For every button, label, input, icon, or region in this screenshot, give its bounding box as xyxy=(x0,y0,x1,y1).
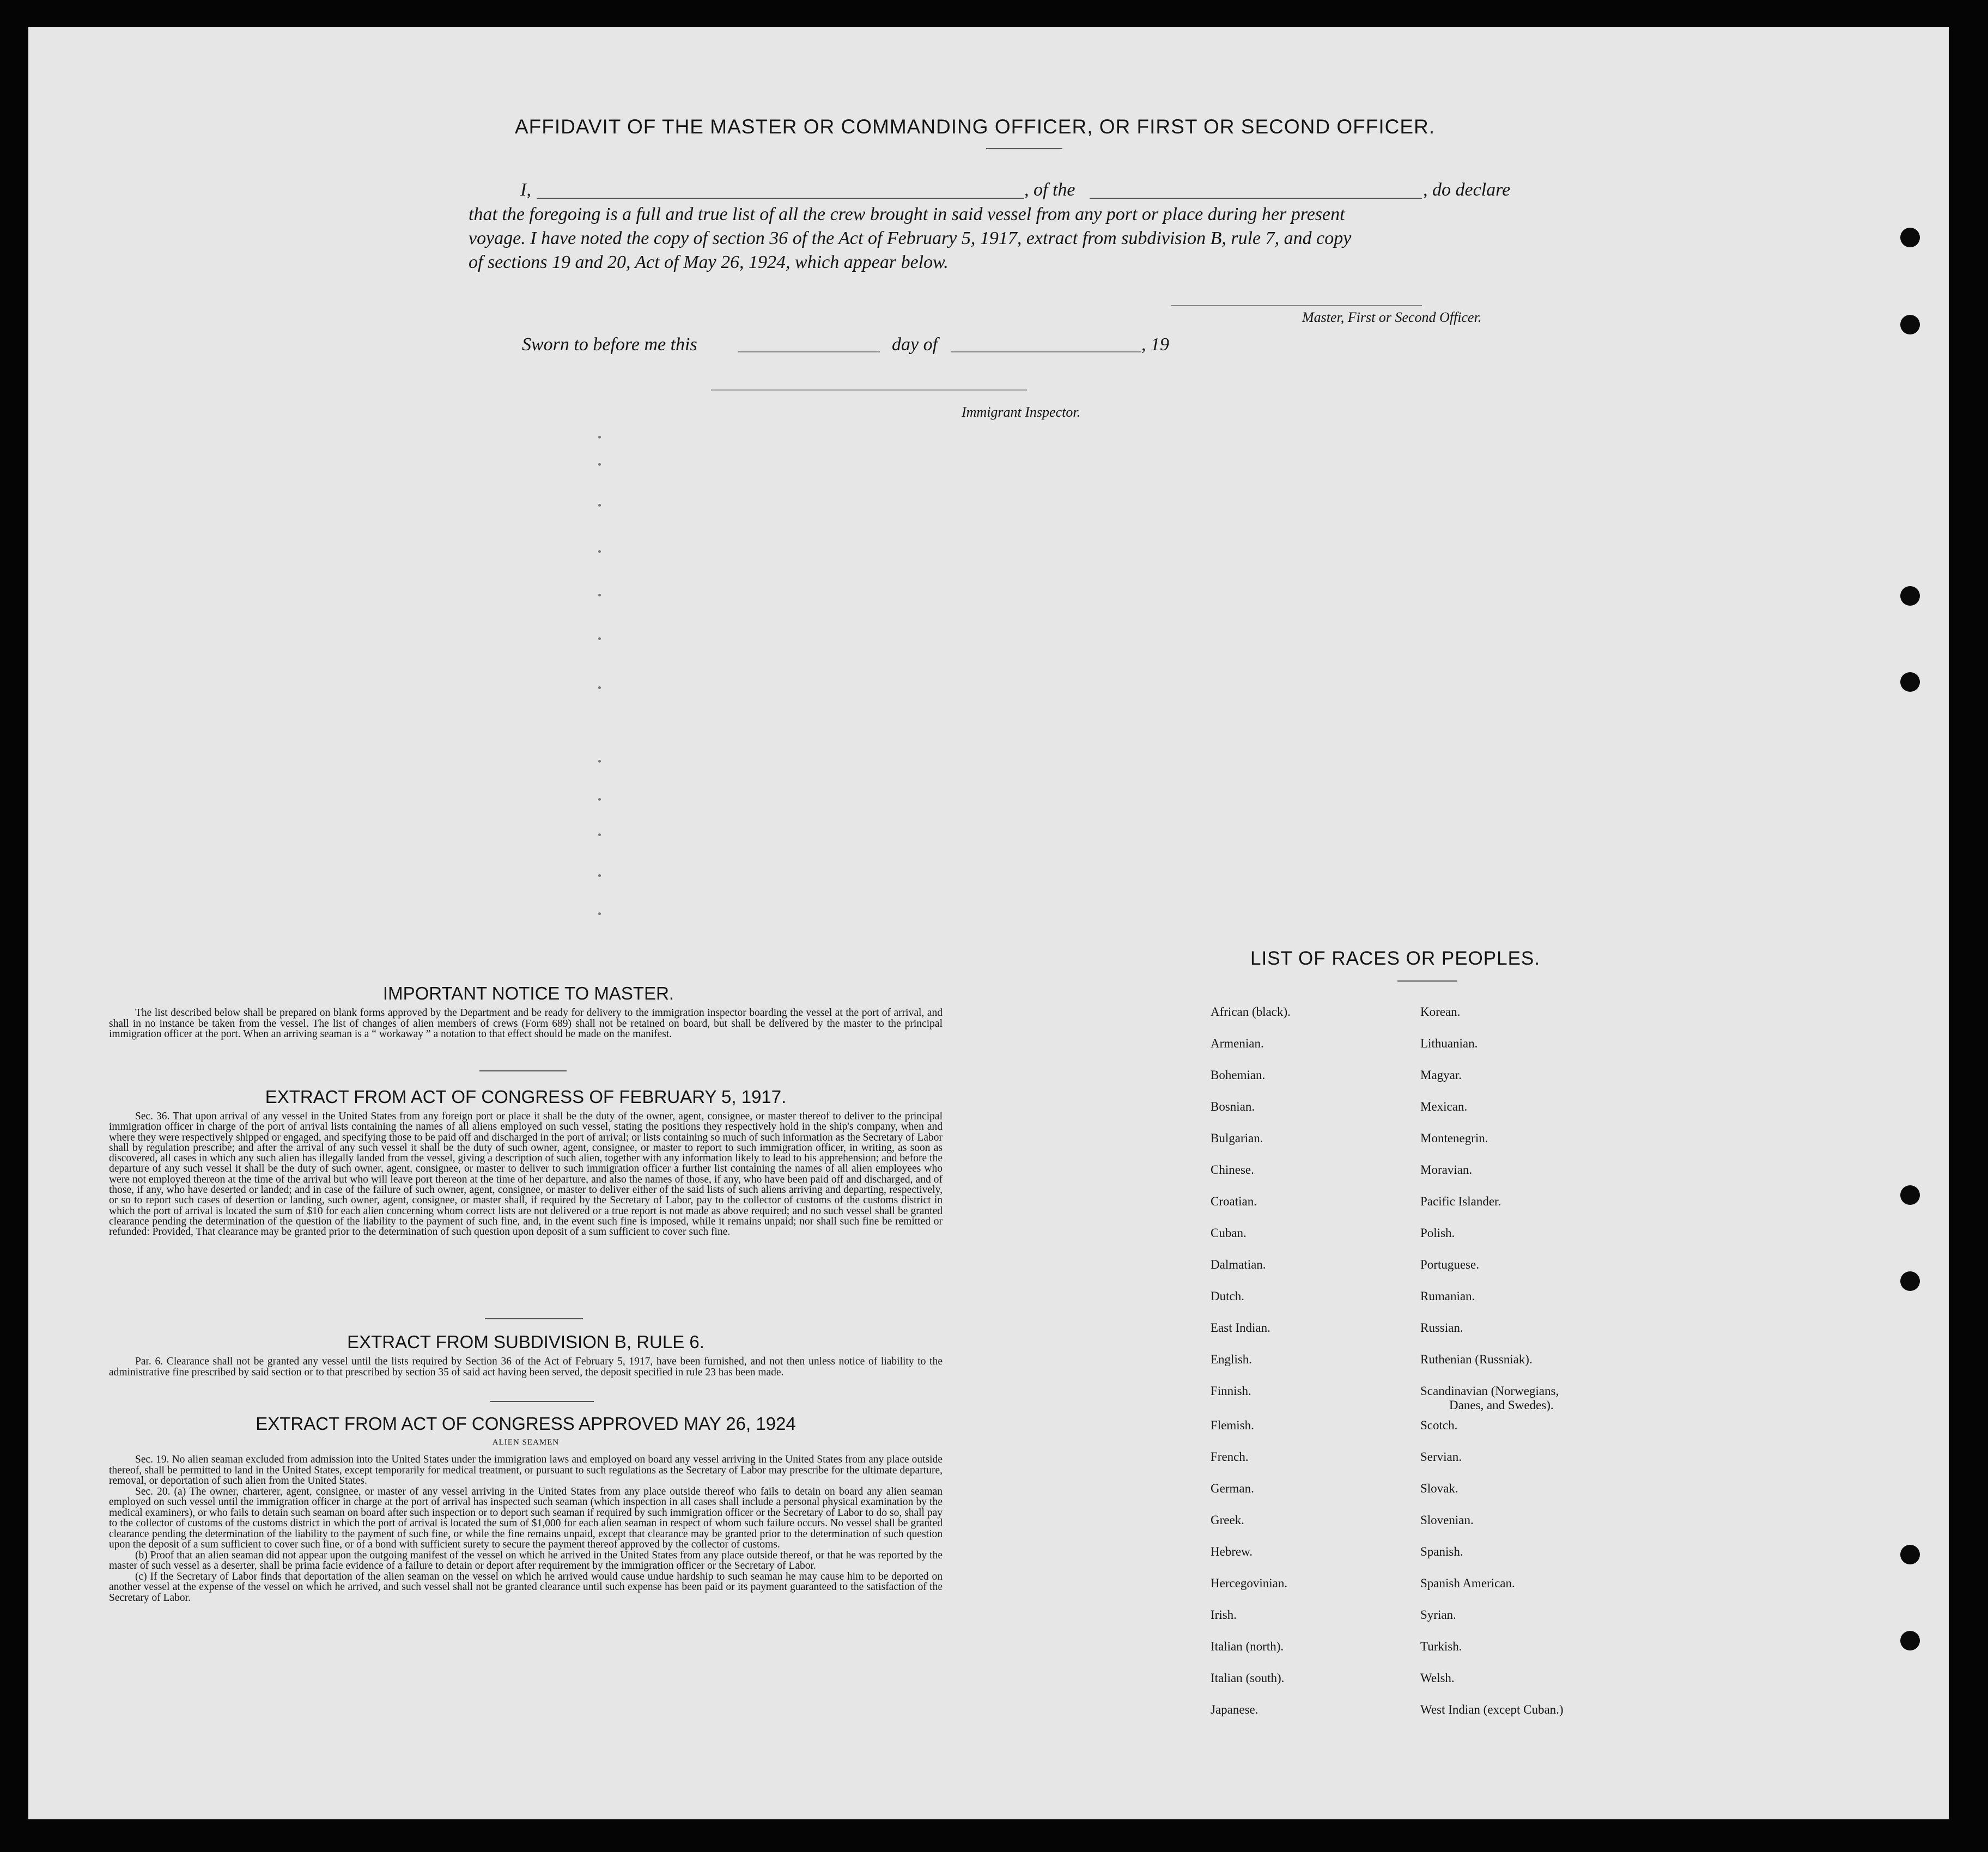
alien-seamen-subtitle: ALIEN SEAMEN xyxy=(492,1438,560,1447)
bleed-dot xyxy=(598,504,601,507)
affidavit-line-1-suffix: , do declare xyxy=(1423,180,1511,200)
inspector-signature-line xyxy=(711,389,1027,391)
race-item: Scandinavian (Norwegians, xyxy=(1420,1384,1559,1398)
title-divider xyxy=(986,148,1062,149)
bleed-dot xyxy=(598,912,601,915)
race-item: Lithuanian. xyxy=(1420,1037,1478,1050)
race-item: Flemish. xyxy=(1211,1418,1254,1432)
bleed-dot xyxy=(598,686,601,689)
race-item: Magyar. xyxy=(1420,1068,1462,1082)
section-20b-paragraph: (b) Proof that an alien seaman did not appear upon the outgoing manifest of the vessel on which he arrived in the United States from any place outside thereof, or that he was reported by the master of such vessel as a deserter, shall be prima facie evidence of a failure to detain or deport after requirement by the immigration officer or the Secretary of Labor. xyxy=(109,1549,943,1571)
bleed-dot xyxy=(598,550,601,553)
section-20c-paragraph: (c) If the Secretary of Labor finds that deportation of the alien seaman on the vessel on which he arrived would cause undue hardship to such seaman he may cause him to be deported on another vessel at the expense of the vessel on which he arrived, and such vessel shall not be granted clearance until such expense has been paid or its payment guaranteed to the satisfaction of the Secretary of Labor. xyxy=(109,1570,943,1604)
extract-1917-title: EXTRACT FROM ACT OF CONGRESS OF FEBRUARY 5, 1917. xyxy=(265,1087,787,1107)
sworn-prefix: Sworn to before me this xyxy=(522,334,697,355)
par-6-paragraph: Par. 6. Clearance shall not be granted any vessel until the lists required by Section 36 of the Act of February 5, 1917, have been furnished, and not then unless notice of liability to the administrative fine prescribed by said section or to that prescribed by section 35 of said act having been served, the deposit specified in rule 23 has been made. xyxy=(109,1356,943,1378)
race-item: Korean. xyxy=(1420,1005,1461,1019)
race-item: West Indian (except Cuban.) xyxy=(1420,1703,1564,1716)
race-item: Welsh. xyxy=(1420,1671,1455,1685)
notice-divider xyxy=(479,1070,567,1071)
race-item: Russian. xyxy=(1420,1321,1463,1335)
affidavit-line-1-mid: , of the xyxy=(1024,180,1075,200)
extract-1917-text xyxy=(109,1111,943,1238)
race-item: Scotch. xyxy=(1420,1418,1458,1432)
race-item: Dalmatian. xyxy=(1211,1258,1266,1271)
race-item: German. xyxy=(1211,1482,1254,1495)
bleed-dot xyxy=(598,760,601,763)
bleed-dot xyxy=(598,594,601,596)
race-item: Polish. xyxy=(1420,1226,1455,1240)
race-item: Montenegrin. xyxy=(1420,1131,1488,1145)
extract-rule6-text xyxy=(109,1356,943,1378)
race-item: Bosnian. xyxy=(1211,1100,1255,1113)
binder-hole xyxy=(1900,1631,1920,1650)
race-item-continuation: Danes, and Swedes). xyxy=(1449,1398,1554,1412)
race-item: Slovak. xyxy=(1420,1482,1458,1495)
race-item: Moravian. xyxy=(1420,1163,1473,1177)
affidavit-line-2: that the foregoing is a full and true list of all the crew brought in said vessel from any port or place during her present xyxy=(469,204,1345,224)
races-divider xyxy=(1397,980,1457,982)
extract-1924-text xyxy=(109,1454,943,1603)
affidavit-title: AFFIDAVIT OF THE MASTER OR COMMANDING OFFICER, OR FIRST OR SECOND OFFICER. xyxy=(515,115,1436,138)
extract-1917-divider xyxy=(485,1318,583,1319)
race-item: Greek. xyxy=(1211,1513,1244,1527)
race-item: Pacific Islander. xyxy=(1420,1195,1501,1208)
race-item: Italian (north). xyxy=(1211,1640,1284,1653)
bleed-dot xyxy=(598,874,601,877)
section-20a-paragraph: Sec. 20. (a) The owner, charterer, agent, consignee, or master of any vessel arriving in the United States from any place outside thereof who fails to detain on board any alien seaman employed on such vessel until the immigration officer in charge at the port of arrival has inspected such seaman (which inspection in all cases shall include a personal physical examination by the medical examiners), or who fails to detain such seaman on board after such inspection or to deport such seaman if required by such immigration officer or the Secretary of Labor to do so, shall pay to the collector of customs of the customs district in which the port of arrival is located the sum of $1,000 for each alien seaman in respect of whom such failure occurs. No vessel shall be granted clearance pending the determination of the liability to the payment of such fine, or while the fine remains unpaid, except that clearance may be granted prior to the determination of such question upon the deposit of a sum sufficient to cover such fine, or of a bond with sufficient surety to secure the payment thereof approved by the collector of customs. xyxy=(109,1485,943,1550)
extract-1924-title: EXTRACT FROM ACT OF CONGRESS APPROVED MAY 26, 1924 xyxy=(256,1414,796,1434)
signature-label: Master, First or Second Officer. xyxy=(1302,309,1482,325)
races-title: LIST OF RACES OR PEOPLES. xyxy=(1250,948,1541,969)
sworn-mid: day of xyxy=(892,334,938,355)
race-item: Italian (south). xyxy=(1211,1671,1285,1685)
race-item: Turkish. xyxy=(1420,1640,1462,1653)
section-36-paragraph: Sec. 36. That upon arrival of any vessel in the United States from any foreign port or place it shall be the duty of the owner, agent, consignee, or master thereof to deliver to the principal immigration officer in charge of the port of arrival lists containing the names of all aliens employed on such vessel, stating the positions they respectively hold in the ship's company, when and where they were respectively shipped or engaged, and specifying those to be paid off and discharged in the port of arrival; or lists containing so much of such information as the Secretary of Labor shall by regulation prescribe; and after the arrival of any such vessel it shall be the duty of such owner, agent, consignee, or master to report to such immigration officer, in writing, as soon as discovered, all cases in which any such alien has illegally landed from the vessel, giving a description of such alien, together with any information likely to lead to his apprehension; and before the departure of any such vessel it shall be the duty of such owner, agent, consignee, or master to deliver to such immigration officer a further list containing the names of all alien employees who were not employed thereon at the time of the arrival but who will leave port thereon at the time of her departure, and also the names of those, if any, who have been paid off and discharged, and of those, if any, who have deserted or landed; and in case of the failure of such owner, agent, consignee, or master to deliver either of the said lists of such aliens arriving and departing, respectively, or so to report such cases of desertion or landing, such owner, agent, consignee, or master shall, if required by the Secretary of Labor, pay to the collector of customs of the customs district in which the port of arrival is located the sum of $10 for each alien concerning whom correct lists are not delivered or a true report is not made as above required; and no such vessel shall be granted clearance pending the determination of the question of the liability to the payment of such fine, and, in the event such fine is imposed, while it remains unpaid; nor shall such fine be remitted or refunded: Provided, That clearance may be granted prior to the determination of such question upon deposit of a sum sufficient to cover such fine. xyxy=(109,1111,943,1238)
race-item: Armenian. xyxy=(1211,1037,1264,1050)
race-item: Chinese. xyxy=(1211,1163,1254,1177)
race-item: Servian. xyxy=(1420,1450,1462,1464)
race-item: Portuguese. xyxy=(1420,1258,1479,1271)
binder-hole xyxy=(1900,672,1920,692)
race-item: Cuban. xyxy=(1211,1226,1247,1240)
race-item: Ruthenian (Russniak). xyxy=(1420,1353,1533,1366)
notice-title: IMPORTANT NOTICE TO MASTER. xyxy=(382,983,674,1003)
race-item: Bohemian. xyxy=(1211,1068,1266,1082)
race-item: African (black). xyxy=(1211,1005,1291,1019)
race-item: Spanish. xyxy=(1420,1545,1463,1558)
race-item: Finnish. xyxy=(1211,1384,1251,1398)
notice-text xyxy=(109,1008,943,1040)
extract-rule6-divider xyxy=(490,1401,594,1402)
race-item: Dutch. xyxy=(1211,1289,1244,1303)
race-item: Irish. xyxy=(1211,1608,1237,1622)
bleed-dot xyxy=(598,798,601,801)
race-item: Croatian. xyxy=(1211,1195,1257,1208)
name-blank-line xyxy=(537,198,1024,199)
binder-hole xyxy=(1900,1185,1920,1205)
sworn-day-blank xyxy=(738,351,880,352)
race-item: English. xyxy=(1211,1353,1253,1366)
binder-hole xyxy=(1900,228,1920,247)
race-item: Japanese. xyxy=(1211,1703,1259,1716)
race-item: Bulgarian. xyxy=(1211,1131,1263,1145)
sworn-month-blank xyxy=(951,351,1141,352)
race-item: Hercegovinian. xyxy=(1211,1576,1288,1590)
affidavit-line-4: of sections 19 and 20, Act of May 26, 1924, which appear below. xyxy=(469,252,949,272)
bleed-dot xyxy=(598,436,601,438)
race-item: French. xyxy=(1211,1450,1249,1464)
binder-hole xyxy=(1900,1545,1920,1564)
race-item: Spanish American. xyxy=(1420,1576,1515,1590)
binder-hole xyxy=(1900,1271,1920,1291)
notice-paragraph: The list described below shall be prepared on blank forms approved by the Department and be ready for delivery to the immigration inspector boarding the vessel at the port of arrival, and shall in no instance be taken from the vessel. The list of changes of alien members of crews (Form 689) shall not be retained on board, but shall be delivered by the master to the principal immigration officer at the port. When an arriving seaman is a “ workaway ” a notation to that effect should be made on the manifest. xyxy=(109,1007,943,1040)
extract-rule6-title: EXTRACT FROM SUBDIVISION B, RULE 6. xyxy=(347,1332,704,1352)
bleed-dot xyxy=(598,637,601,640)
bleed-dot xyxy=(598,833,601,836)
signature-line xyxy=(1171,305,1422,306)
race-item: Syrian. xyxy=(1420,1608,1456,1622)
binder-hole xyxy=(1900,315,1920,334)
race-item: Hebrew. xyxy=(1211,1545,1253,1558)
sworn-suffix: , 19 xyxy=(1141,334,1169,355)
affidavit-line-1-prefix: I, xyxy=(520,180,531,200)
section-19-paragraph: Sec. 19. No alien seaman excluded from admission into the United States under the immigration laws and employed on board any vessel arriving in the United States from any place outside thereof, shall be permitted to land in the United States, except temporarily for medical treatment, or pursuant to such regulations as the Secretary of Labor may prescribe for the ultimate departure, removal, or deportation of such alien from the United States. xyxy=(109,1454,943,1487)
inspector-label: Immigrant Inspector. xyxy=(962,404,1081,420)
affidavit-line-3: voyage. I have noted the copy of section 36 of the Act of February 5, 1917, extract from subdivision B, rule 7, and copy xyxy=(469,228,1352,248)
race-item: Rumanian. xyxy=(1420,1289,1475,1303)
race-item: Mexican. xyxy=(1420,1100,1468,1113)
binder-hole xyxy=(1900,586,1920,606)
race-item: East Indian. xyxy=(1211,1321,1270,1335)
vessel-blank-line xyxy=(1090,198,1422,199)
race-item: Slovenian. xyxy=(1420,1513,1474,1527)
bleed-dot xyxy=(598,463,601,466)
